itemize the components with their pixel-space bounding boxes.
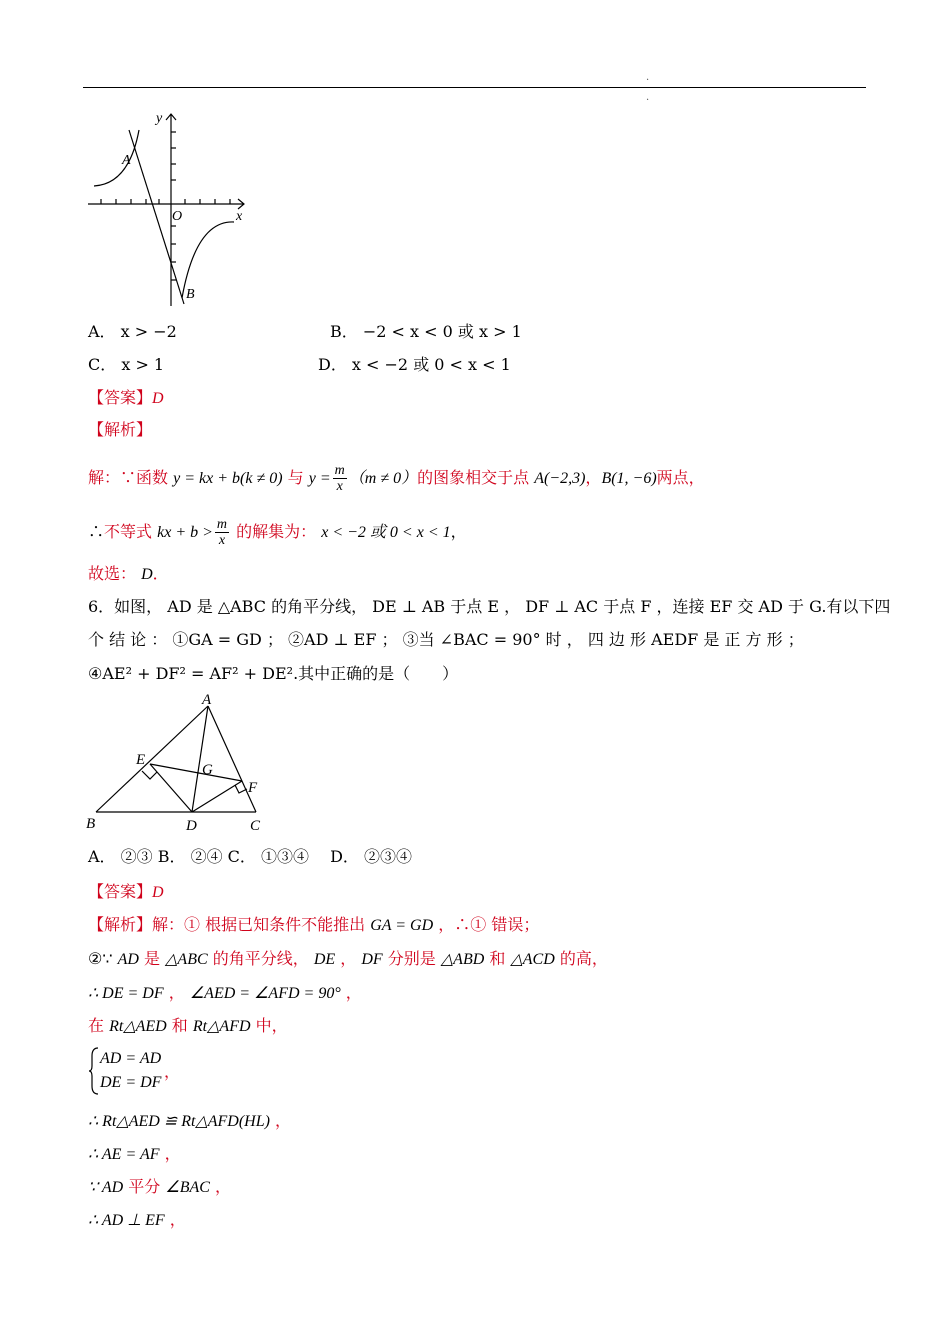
math: A(−2,3) xyxy=(534,470,586,487)
q5-graph xyxy=(84,108,254,310)
text: ， xyxy=(585,468,602,487)
point-a-label: A xyxy=(122,153,131,168)
q6-stem-1: 6．如图， AD 是 △ABC 的角平分线， DE ⊥ AB 于点 E ， DF ⊥ AC 于点 F ，连接 EF 交 AD 于 G.有以下四 xyxy=(88,597,891,616)
right-angle-e xyxy=(142,771,157,779)
system-comma: ， xyxy=(164,1062,181,1081)
side-ac xyxy=(208,706,256,812)
math: （m ≠ 0） xyxy=(348,470,418,487)
text: 分别是 xyxy=(382,949,441,968)
option-a: A． x > −2 xyxy=(88,322,177,341)
fraction xyxy=(333,463,347,494)
math: △ACD xyxy=(510,951,555,968)
x-ticks xyxy=(101,199,230,204)
analysis-line-3 xyxy=(88,564,169,585)
text: 平分 xyxy=(123,1177,166,1196)
q6-analysis-8 xyxy=(88,1210,186,1231)
text: 的解集为： xyxy=(231,522,322,541)
math: ∴ AE = AF xyxy=(88,1146,160,1163)
q6-analysis-4 xyxy=(88,1016,288,1037)
denominator: x xyxy=(336,479,343,494)
text: ， xyxy=(163,983,190,1002)
denominator: x xyxy=(218,533,226,548)
math: ∴ AD ⊥ EF xyxy=(88,1212,165,1229)
text: ， xyxy=(164,1210,186,1229)
answer-value: D xyxy=(152,390,164,407)
point-e-label: E xyxy=(136,752,146,768)
origin-label: O xyxy=(172,209,183,224)
text: 故选： xyxy=(88,564,142,583)
q6-analysis-1 xyxy=(88,915,539,936)
answer-tag: 【答案】 xyxy=(88,882,153,901)
vertex-b-label: B xyxy=(86,816,96,832)
math: DF xyxy=(361,951,383,968)
math: ∵ AD xyxy=(88,1179,124,1196)
text: 的角平分线， xyxy=(207,949,314,968)
q6-analysis-7 xyxy=(88,1177,231,1198)
system-eq-2: DE = DF xyxy=(100,1074,162,1091)
math: ∴ DE = DF xyxy=(88,985,164,1002)
segment-df xyxy=(192,781,242,812)
answer-value: D xyxy=(152,884,164,901)
q6-options: A． ②③ B． ②④ C． ①③④ D． ②③④ xyxy=(88,847,412,866)
math: kx + b > xyxy=(157,524,213,541)
text: 的高， xyxy=(554,949,608,968)
point-b-label: B xyxy=(186,287,195,302)
segment-ad xyxy=(192,706,208,812)
math: D xyxy=(141,566,153,583)
analysis-tag: 【解析】 xyxy=(88,420,153,439)
math: △ABC xyxy=(165,951,208,968)
vertex-c-label: C xyxy=(250,818,261,834)
text: 和 xyxy=(166,1016,193,1035)
fraction xyxy=(215,517,229,548)
text: ②∵ xyxy=(88,949,118,968)
q6-analysis-6 xyxy=(88,1144,181,1165)
header-dot: . xyxy=(646,72,650,83)
q6-analysis-3 xyxy=(88,983,362,1004)
text: 与 xyxy=(282,468,309,487)
math: B(1, −6) xyxy=(601,470,657,487)
text: ， xyxy=(159,1144,181,1163)
text: ， xyxy=(450,522,467,541)
text: 中， xyxy=(250,1016,288,1035)
text: ， xyxy=(269,1111,292,1130)
text: 的图象相交于点 xyxy=(417,468,535,487)
system-brace xyxy=(88,1046,100,1096)
point-g-label: G xyxy=(202,762,213,778)
x-label: x xyxy=(236,209,243,224)
y-label: y xyxy=(156,111,163,126)
header-rule xyxy=(83,87,866,88)
analysis-tag: 【解析】 xyxy=(88,915,153,934)
text: 在 xyxy=(88,1016,110,1035)
system-eq-1: AD = AD xyxy=(100,1050,162,1067)
option-d: D． x < −2 或 0 < x < 1 xyxy=(318,355,511,374)
q6-analysis-5 xyxy=(88,1111,291,1132)
math: AD xyxy=(117,951,139,968)
y-ticks xyxy=(171,132,176,280)
text: ， xyxy=(209,1177,232,1196)
math: x < −2 或 0 < x < 1 xyxy=(321,524,451,541)
q6-triangle-figure xyxy=(84,692,274,840)
text: ． xyxy=(152,564,169,583)
numerator: m xyxy=(216,517,228,532)
math: Rt△AED xyxy=(109,1018,167,1035)
analysis-line-2 xyxy=(88,516,467,549)
q6-analysis-2 xyxy=(88,949,608,970)
answer-tag: 【答案】 xyxy=(88,388,153,407)
math: ∴ Rt△AED ≌ Rt△AFD(HL) xyxy=(88,1113,270,1130)
vertex-a-label: A xyxy=(202,692,212,708)
q6-stem-3: ④AE² + DF² = AF² + DE².其中正确的是（ ） xyxy=(88,664,459,683)
math: △ABD xyxy=(440,951,485,968)
point-d-label: D xyxy=(186,818,197,834)
analysis-line-1 xyxy=(88,462,705,495)
text: ， xyxy=(335,949,362,968)
answer-line xyxy=(88,388,164,409)
math: ∠AED = ∠AFD = 90° xyxy=(189,985,341,1002)
q6-answer-line xyxy=(88,882,164,903)
math: GA = GD xyxy=(370,917,434,934)
text: 是 xyxy=(138,949,166,968)
math: Rt△AFD xyxy=(192,1018,251,1035)
option-b: B． −2 < x < 0 或 x > 1 xyxy=(330,322,522,341)
text: ∴ xyxy=(88,522,105,541)
side-ab xyxy=(96,706,208,812)
text: 两点， xyxy=(656,468,705,487)
q6-stem-2: 个 结 论 ： ①GA = GD ； ②AD ⊥ EF ； ③当 ∠BAC = 90° 时 ， 四 边 形 AEDF 是 正 方 形 ； xyxy=(88,630,804,649)
text: ，∴① 错误； xyxy=(433,915,540,934)
math: y = xyxy=(308,470,331,487)
text: 解：∵函数 xyxy=(88,468,174,487)
numerator: m xyxy=(334,463,345,478)
header-dot: . xyxy=(646,92,650,103)
text: 解：① 根据已知条件不能推出 xyxy=(152,915,371,934)
option-c: C． x > 1 xyxy=(88,355,165,374)
text: 和 xyxy=(484,949,511,968)
math: y = kx + b(k ≠ 0) xyxy=(173,470,283,487)
segment-ef xyxy=(150,764,242,781)
point-f-label: F xyxy=(248,780,258,796)
text: 不等式 xyxy=(104,522,158,541)
math: DE xyxy=(313,951,336,968)
math: ∠BAC xyxy=(165,1179,210,1196)
text: ， xyxy=(340,983,362,1002)
